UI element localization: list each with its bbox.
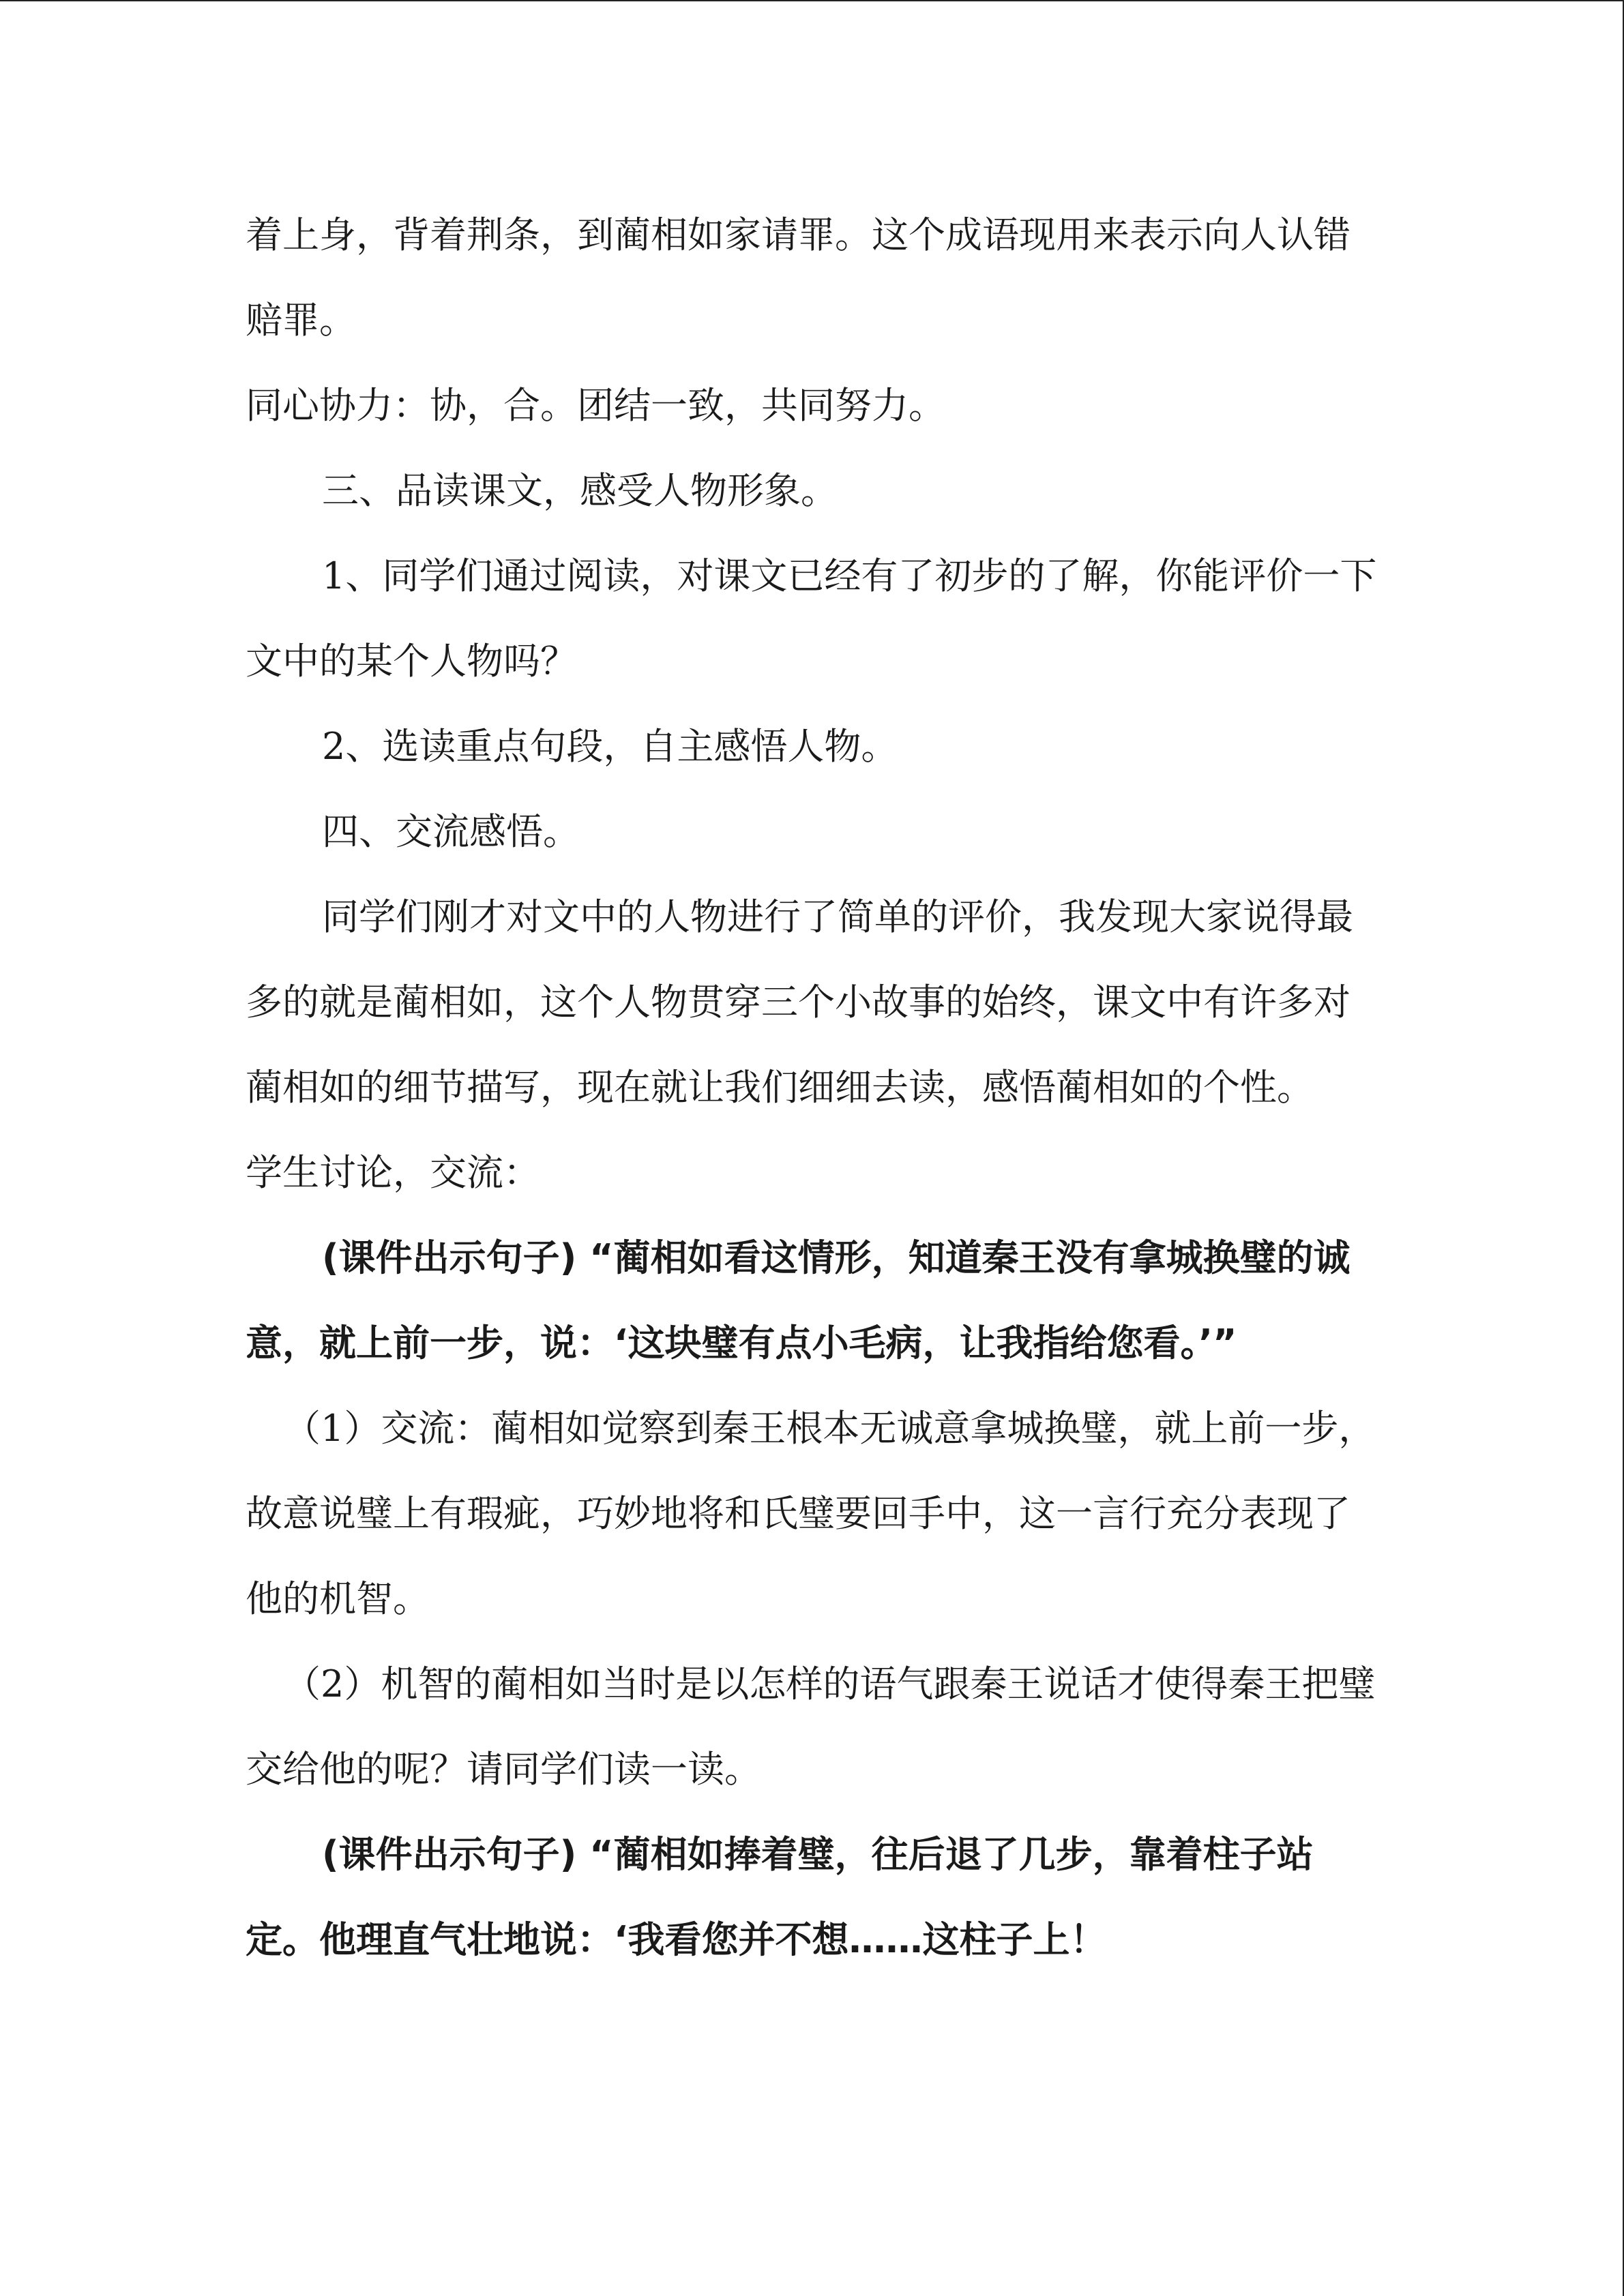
- paragraph-student-discussion: 学生讨论，交流：: [246, 1151, 540, 1194]
- paragraph-question-one: 1、同学们通过阅读，对课文已经有了初步的了解，你能评价一下文中的某个人物吗？: [246, 554, 1377, 683]
- quote-sentence-one: (课件出示句子) “蔺相如看这情形，知道秦王没有拿城换璧的诚意，就上前一步，说：‘这块璧有点小毛病，让我指给您看。’”: [246, 1236, 1350, 1365]
- quote-sentence-two: (课件出示句子) “蔺相如捧着璧，往后退了几步，靠着柱子站定。他理直气壮地说：‘我看您并不想……这柱子上！: [246, 1833, 1314, 1961]
- paragraph-tongxin-xieli: 同心协力：协，合。团结一致，共同努力。: [246, 384, 945, 427]
- paragraph-exchange-two: （2）机智的蔺相如当时是以怎样的语气跟秦王说话才使得秦王把璧交给他的呢？请同学们读一读。: [246, 1663, 1376, 1791]
- paragraph-fujing-qingzui: 着上身，背着荆条，到蔺相如家请罪。这个成语现用来表示向人认错赔罪。: [246, 213, 1350, 342]
- paragraph-intro-discussion: 同学们刚才对文中的人物进行了简单的评价，我发现大家说得最多的就是蔺相如，这个人物贯穿三个小故事的始终，课文中有许多对蔺相如的细节描写，现在就让我们细细去读，感悟蔺相如的个性。: [246, 895, 1353, 1109]
- paragraph-question-two: 2、选读重点句段，自主感悟人物。: [322, 725, 898, 768]
- paragraph-exchange-one: （1）交流：蔺相如觉察到秦王根本无诚意拿城换璧，就上前一步，故意说璧上有瑕疵，巧妙地将和氏璧要回手中，这一言行充分表现了他的机智。: [246, 1407, 1376, 1620]
- section-heading-four: 四、交流感悟。: [322, 810, 580, 853]
- section-heading-three: 三、品读课文，感受人物形象。: [322, 469, 838, 512]
- document-body: [246, 192, 1378, 1982]
